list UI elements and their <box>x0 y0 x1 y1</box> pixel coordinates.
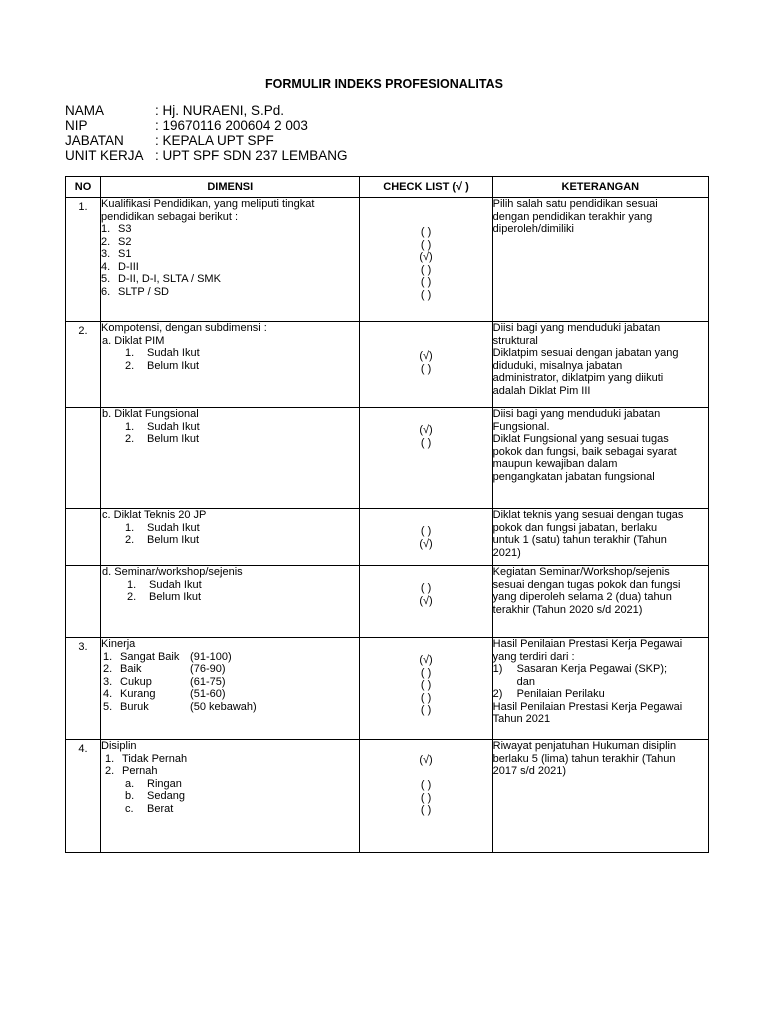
keterangan-line: dengan pendidikan terakhir yang <box>492 210 653 223</box>
keterangan-line: administrator, diklatpim yang diikuti <box>492 372 664 384</box>
list-item: Belum Ikut <box>147 433 200 445</box>
list-item: Sudah Ikut <box>149 578 202 591</box>
keterangan-line: Diisi bagi yang menduduki jabatan <box>492 408 661 420</box>
keterangan-line: pengangkatan jabatan fungsional <box>492 470 655 483</box>
keterangan-line: Fungsional. <box>492 420 550 433</box>
header-no: NO <box>66 177 101 198</box>
table-row <box>66 198 709 322</box>
range-label: (51-60) <box>190 688 226 700</box>
list-item: Cukup <box>120 675 152 688</box>
item-number: 1. <box>101 223 111 235</box>
keterangan-line: maupun kewajiban dalam <box>492 458 618 470</box>
check-mark[interactable]: ( ) <box>420 288 432 301</box>
check-mark[interactable]: ( ) <box>420 582 432 594</box>
keterangan-line: untuk 1 (satu) tahun terakhir (Tahun <box>492 534 667 546</box>
check-mark[interactable]: (√) <box>419 537 433 550</box>
keterangan-line: diperoleh/dimiliki <box>492 223 574 235</box>
keterangan-line: 2021) <box>492 546 521 559</box>
keterangan-line: yang terdiri dari : <box>492 650 575 663</box>
list-item: Buruk <box>120 700 149 713</box>
check-mark[interactable]: ( ) <box>420 779 432 791</box>
keterangan-line: Diisi bagi yang menduduki jabatan <box>492 322 661 334</box>
check-mark[interactable]: ( ) <box>420 362 432 375</box>
list-item: Baik <box>120 663 142 675</box>
row-number: 3. <box>78 641 88 653</box>
keterangan-line: Hasil Penilaian Prestasi Kerja Pegawai <box>492 700 683 713</box>
identity-value: : Hj. NURAENI, S.Pd. <box>155 103 285 118</box>
row-number: 1. <box>78 201 88 213</box>
keterangan-line: Kegiatan Seminar/Workshop/sejenis <box>492 566 670 578</box>
keterangan-line: adalah Diklat Pim III <box>492 384 591 397</box>
keterangan-line: Penilaian Perilaku <box>516 688 605 700</box>
keterangan-line: pokok dan fungsi jabatan, berlaku <box>492 521 658 534</box>
row-number: 2. <box>78 325 88 337</box>
table-row <box>66 408 709 509</box>
item-number: 1) <box>492 663 503 675</box>
keterangan-line: Tahun 2021 <box>492 713 551 725</box>
keterangan-line: berlaku 5 (lima) tahun terakhir (Tahun <box>492 752 676 765</box>
keterangan-line: Hasil Penilaian Prestasi Kerja Pegawai <box>492 638 683 650</box>
check-mark[interactable]: ( ) <box>420 263 432 276</box>
check-mark[interactable]: ( ) <box>420 238 432 251</box>
item-number: 1. <box>125 347 135 359</box>
item-number: 3. <box>103 675 113 688</box>
identity-label: NAMA <box>65 103 105 118</box>
list-item: S1 <box>118 248 132 260</box>
subdimension-heading: d. Seminar/workshop/sejenis <box>102 566 243 578</box>
range-label: (91-100) <box>190 650 232 663</box>
keterangan-line: yang diperoleh selama 2 (dua) tahun <box>492 591 672 603</box>
check-mark[interactable]: ( ) <box>420 679 432 691</box>
check-mark[interactable]: ( ) <box>420 276 432 288</box>
item-number: 1. <box>127 578 137 591</box>
form-title: FORMULIR INDEKS PROFESIONALITAS <box>265 77 503 91</box>
table-row <box>66 566 709 638</box>
item-number: 2) <box>492 688 503 700</box>
table-header-row <box>66 177 709 198</box>
item-number: 1. <box>125 420 135 433</box>
dimension-heading: pendidikan sebagai berikut : <box>101 210 239 223</box>
check-mark[interactable]: ( ) <box>420 525 432 537</box>
header-dimensi: DIMENSI <box>101 177 360 198</box>
item-number: 5. <box>101 273 111 285</box>
range-label: (50 kebawah) <box>190 700 257 713</box>
table-row <box>66 322 709 408</box>
dimension-heading: Kompotensi, dengan subdimensi : <box>101 322 267 334</box>
identity-label: JABATAN <box>65 133 124 148</box>
identity-label: NIP <box>65 118 88 133</box>
check-mark[interactable]: (√) <box>419 350 433 362</box>
keterangan-line: Diklatpim sesuai dengan jabatan yang <box>492 347 679 359</box>
item-number: 3. <box>101 248 111 260</box>
identity-value: : 19670116 200604 2 003 <box>155 118 308 133</box>
profesionalitas-table <box>65 176 709 853</box>
list-item: Kurang <box>120 688 156 700</box>
keterangan-line: Diklat teknis yang sesuai dengan tugas <box>492 509 684 521</box>
item-number: 5. <box>103 700 113 713</box>
keterangan-line: sesuai dengan tugas pokok dan fungsi <box>492 578 681 591</box>
check-mark[interactable]: ( ) <box>420 666 432 679</box>
check-mark[interactable]: ( ) <box>420 704 432 716</box>
identity-value: : UPT SPF SDN 237 LEMBANG <box>155 148 348 163</box>
keterangan-line: 2017 s/d 2021) <box>492 765 567 777</box>
header-keterangan: KETERANGAN <box>492 177 708 198</box>
item-number: 1. <box>105 752 115 765</box>
list-item: Berat <box>147 802 174 815</box>
check-mark[interactable]: (√) <box>419 654 433 666</box>
item-number: b. <box>125 790 135 802</box>
table-row <box>66 740 709 853</box>
list-item: Belum Ikut <box>147 359 200 372</box>
list-item: D-II, D-I, SLTA / SMK <box>118 273 221 285</box>
dimension-heading: Kualifikasi Pendidikan, yang meliputi tingkat <box>101 198 315 210</box>
item-number: 2. <box>125 433 135 445</box>
dimension-heading: Disiplin <box>101 740 137 752</box>
item-number: 1. <box>125 521 135 534</box>
item-number: 4. <box>103 688 113 700</box>
keterangan-line: pokok dan fungsi, baik sebagai syarat <box>492 445 677 458</box>
item-number: c. <box>125 802 134 815</box>
item-number: 1. <box>103 650 113 663</box>
item-number: 4. <box>101 260 111 273</box>
subdimension-heading: b. Diklat Fungsional <box>102 408 199 420</box>
list-item: Pernah <box>122 765 158 777</box>
list-item: Sudah Ikut <box>147 347 200 359</box>
keterangan-line: Diklat Fungsional yang sesuai tugas <box>492 433 669 445</box>
keterangan-line: struktural <box>492 334 538 347</box>
item-number: 2. <box>103 663 113 675</box>
check-mark[interactable]: (√) <box>419 424 433 436</box>
item-number: a. <box>125 777 135 790</box>
header-check: CHECK LIST (√ ) <box>360 177 492 198</box>
keterangan-line: Pilih salah satu pendidikan sesuai <box>492 198 658 210</box>
table-row <box>66 509 709 566</box>
keterangan-line: Sasaran Kerja Pegawai (SKP); <box>516 663 668 675</box>
range-label: (76-90) <box>190 663 226 675</box>
list-item: SLTP / SD <box>118 285 169 298</box>
range-label: (61-75) <box>190 675 226 688</box>
list-item: Sangat Baik <box>120 650 180 663</box>
list-item: S3 <box>118 223 132 235</box>
identity-value: : KEPALA UPT SPF <box>155 133 274 148</box>
keterangan-line: diduduki, misalnya jabatan <box>492 359 623 372</box>
keterangan-line: Riwayat penjatuhan Hukuman disiplin <box>492 740 677 752</box>
table-row <box>66 638 709 740</box>
check-mark[interactable]: ( ) <box>420 436 432 449</box>
dimension-heading: Kinerja <box>101 638 136 650</box>
check-mark[interactable]: ( ) <box>420 791 432 804</box>
list-item: Sedang <box>147 790 185 802</box>
check-mark[interactable]: (√) <box>419 594 433 607</box>
check-mark[interactable]: (√) <box>419 754 433 766</box>
check-mark[interactable]: ( ) <box>420 226 432 238</box>
identity-label: UNIT KERJA <box>65 148 144 163</box>
list-item: Sudah Ikut <box>147 521 200 534</box>
subdimension-heading: c. Diklat Teknis 20 JP <box>102 509 207 521</box>
keterangan-line: terakhir (Tahun 2020 s/d 2021) <box>492 603 643 616</box>
list-item: Sudah Ikut <box>147 420 200 433</box>
item-number: 2. <box>125 534 135 546</box>
list-item: Belum Ikut <box>149 591 202 603</box>
check-mark[interactable]: (√) <box>419 251 433 263</box>
list-item: Ringan <box>147 777 182 790</box>
list-item: S2 <box>118 235 132 248</box>
item-number: 2. <box>101 235 111 248</box>
list-item: Tidak Pernah <box>122 752 188 765</box>
item-number: 6. <box>101 285 111 298</box>
item-number: 2. <box>127 591 137 603</box>
list-item: D-III <box>118 260 139 273</box>
check-mark[interactable]: ( ) <box>420 804 432 816</box>
check-mark[interactable]: ( ) <box>420 691 432 704</box>
keterangan-line: dan <box>516 675 535 688</box>
subdimension-heading: a. Diklat PIM <box>102 334 165 347</box>
row-number: 4. <box>78 743 88 755</box>
item-number: 2. <box>105 765 115 777</box>
list-item: Belum Ikut <box>147 534 200 546</box>
item-number: 2. <box>125 359 135 372</box>
